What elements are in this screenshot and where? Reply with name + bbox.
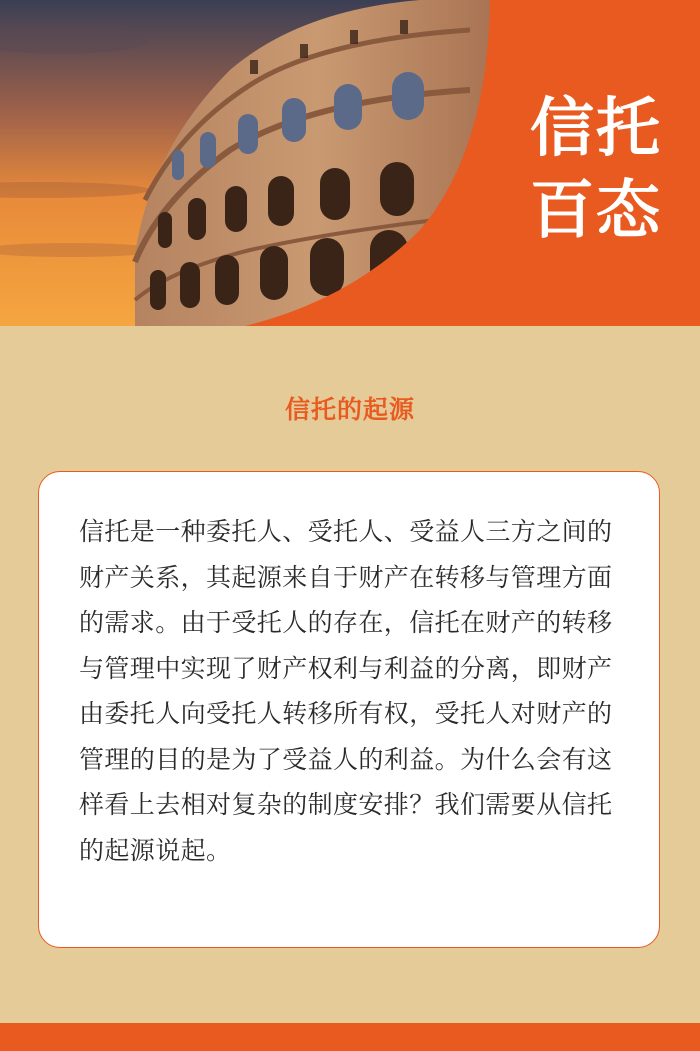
card-body-text: 信托是一种委托人、受托人、受益人三方之间的财产关系，其起源来自于财产在转移与管理方面的需求。由于受托人的存在，信托在财产的转移与管理中实现了财产权利与利益的分离，即财产由委托人向受托人转移所有权，受托人对财产的管理的目的是为了受益人的利益。为什么会有这样看上去相对复杂的制度安排？我们需要从信托的起源说起。 (79, 517, 613, 865)
section-heading: 信托的起源 (284, 395, 415, 424)
content-card (38, 471, 660, 948)
bottom-bar (0, 1023, 700, 1051)
brand-title (530, 88, 662, 252)
brand-title-line2: 百态 (530, 174, 662, 248)
brand-title-line1: 信托 (530, 92, 662, 166)
header-banner (0, 0, 700, 326)
